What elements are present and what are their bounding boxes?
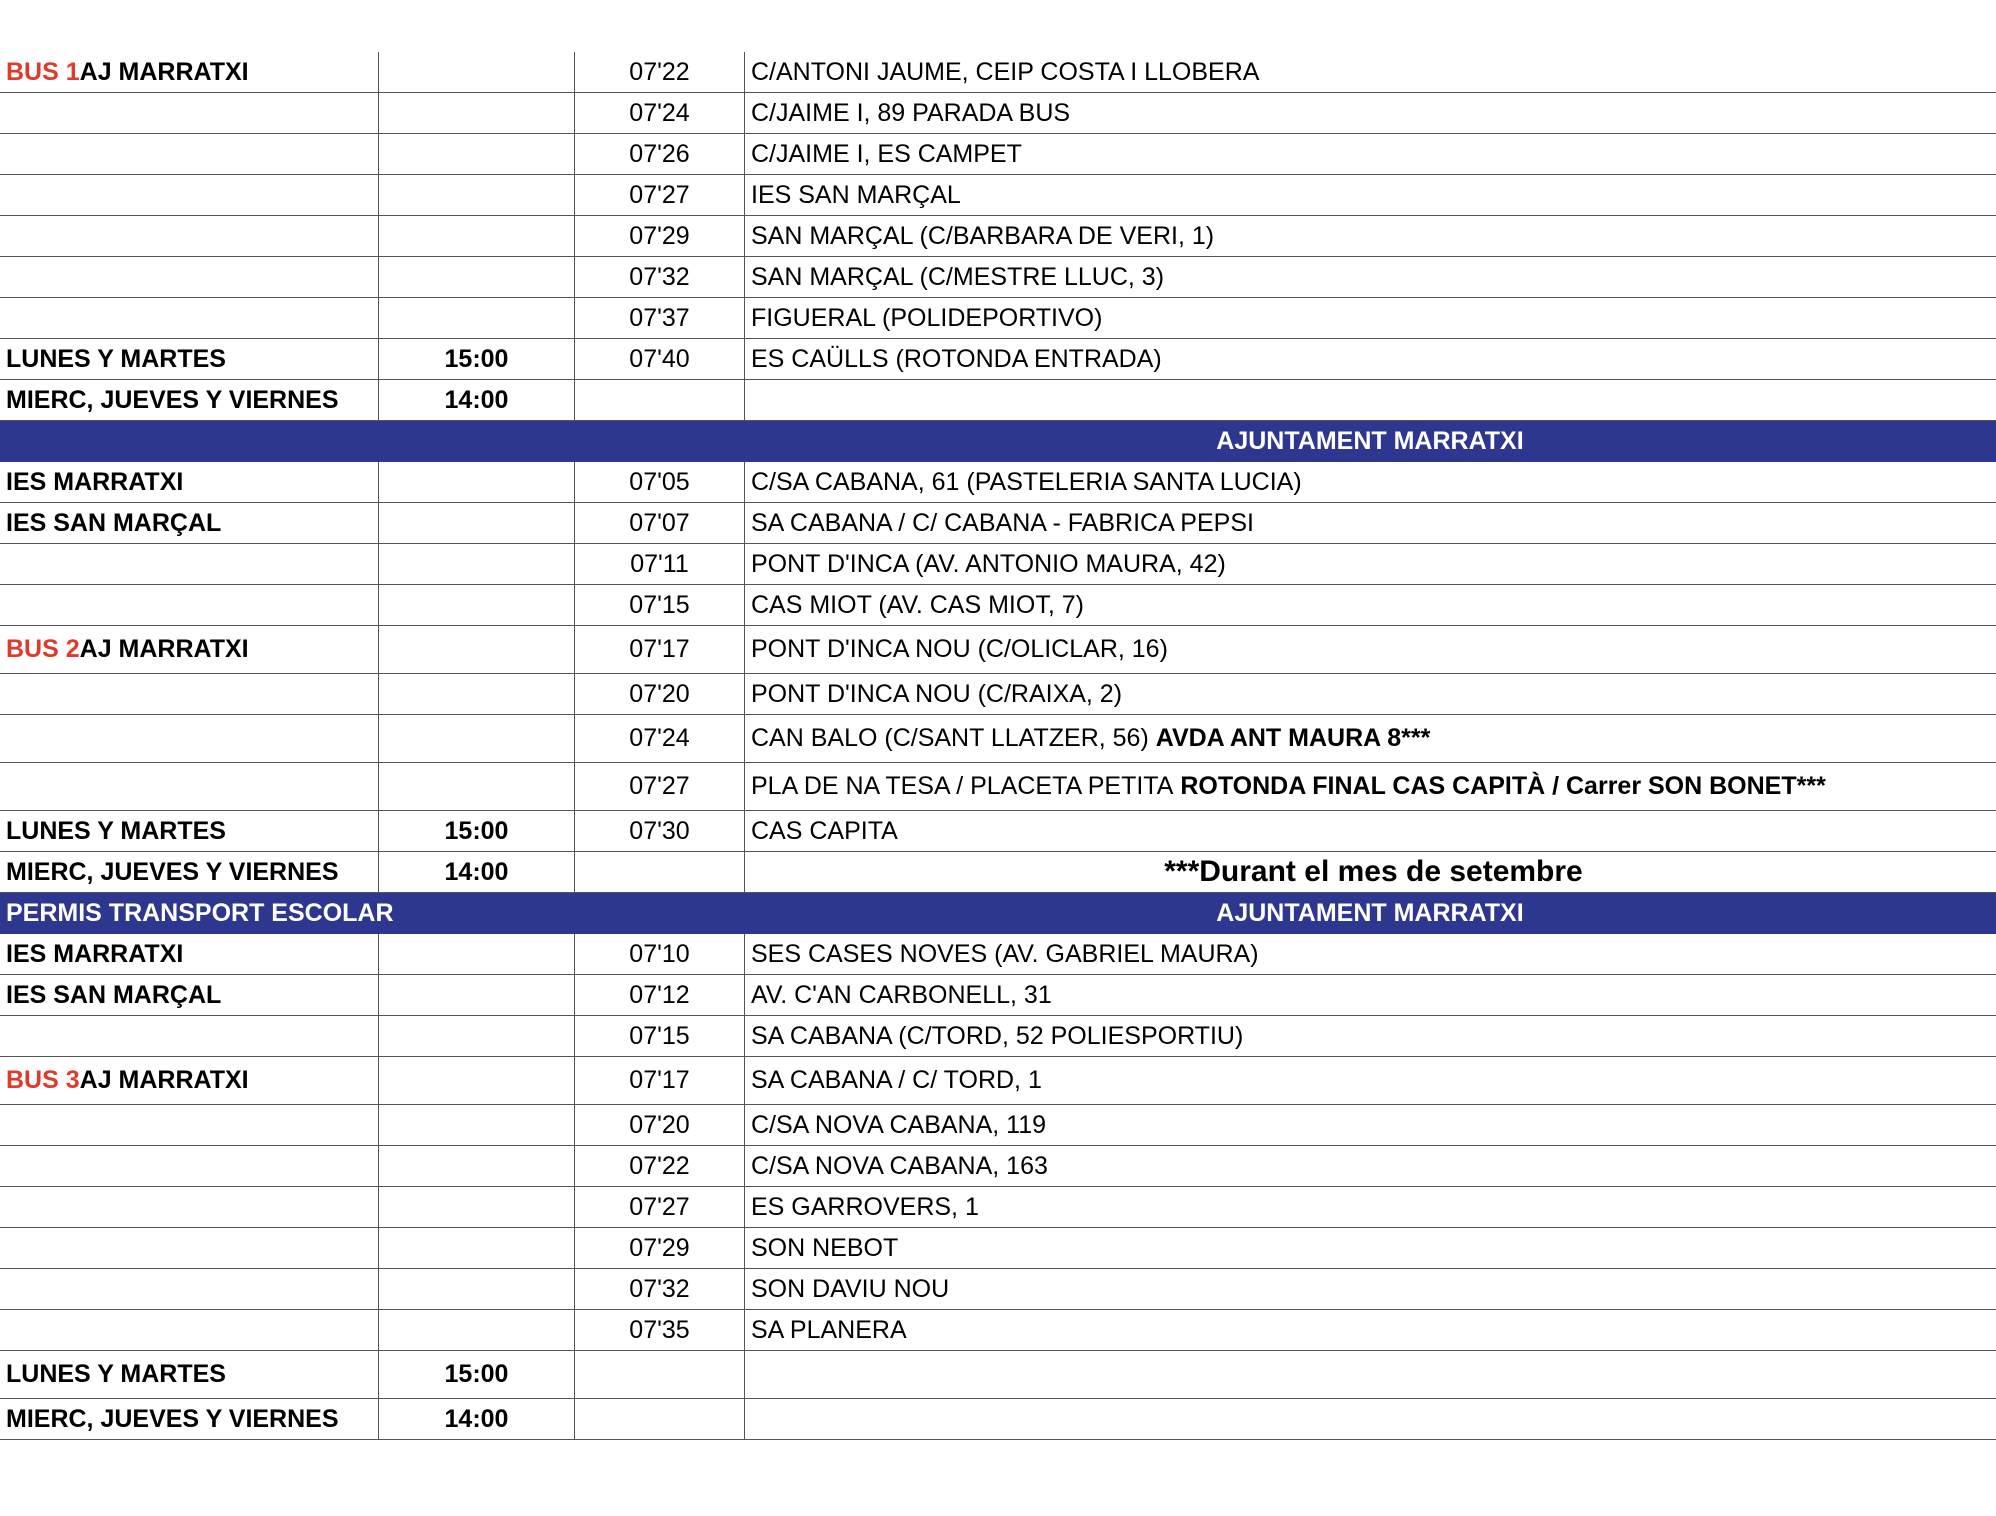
stop-text: CAS CAPITA [751, 816, 898, 845]
route-label [0, 1105, 378, 1145]
table-row [0, 1310, 1996, 1351]
exit-time [378, 1146, 574, 1186]
table-row [0, 339, 1996, 380]
exit-time [378, 975, 574, 1015]
table-row [0, 503, 1996, 544]
stop-note: ROTONDA FINAL CAS CAPITÀ / Carrer SON BONET*** [1180, 772, 1826, 800]
table-row [0, 626, 1996, 674]
stop-name: AV. C'AN CARBONELL, 31 [744, 975, 1996, 1015]
stop-note: AVDA ANT MAURA 8*** [1155, 724, 1431, 752]
exit-time: 14:00 [378, 1399, 574, 1439]
route-name: LUNES Y MARTES [6, 816, 226, 845]
stop-name: SON DAVIU NOU [744, 1269, 1996, 1309]
exit-time [378, 1269, 574, 1309]
stop-text: CAS MIOT (AV. CAS MIOT, 7) [751, 590, 1084, 619]
route-label [0, 1228, 378, 1268]
stop-name: ES GARROVERS, 1 [744, 1187, 1996, 1227]
table-row [0, 763, 1996, 811]
route-label [0, 1057, 378, 1104]
route-label [0, 1269, 378, 1309]
table-row [0, 585, 1996, 626]
table-row [0, 1228, 1996, 1269]
stop-time [574, 1351, 744, 1398]
stop-name: SA CABANA (C/TORD, 52 POLIESPORTIU) [744, 1016, 1996, 1056]
stop-name [744, 715, 1996, 762]
exit-time [378, 544, 574, 584]
table-row [0, 852, 1996, 893]
route-label [0, 134, 378, 174]
route-label [0, 811, 378, 851]
stop-time: 07'12 [574, 975, 744, 1015]
route-label [0, 1351, 378, 1398]
exit-time [378, 1016, 574, 1056]
header-left-label [0, 421, 744, 461]
route-name: AJ MARRATXI [79, 57, 249, 86]
header-right-label: AJUNTAMENT MARRATXI [1216, 898, 1524, 927]
route-label [0, 763, 378, 810]
stop-time: 07'24 [574, 715, 744, 762]
table-row [0, 1399, 1996, 1440]
table-row [0, 1351, 1996, 1399]
exit-time [378, 1057, 574, 1104]
stop-name: SAN MARÇAL (C/MESTRE LLUC, 3) [744, 257, 1996, 297]
stop-time: 07'07 [574, 503, 744, 543]
stop-time [574, 852, 744, 892]
exit-time [378, 134, 574, 174]
table-row [0, 544, 1996, 585]
stop-time: 07'20 [574, 1105, 744, 1145]
exit-time [378, 626, 574, 673]
exit-time [378, 216, 574, 256]
footnote: ***Durant el mes de setembre [744, 852, 1996, 892]
table-row [0, 975, 1996, 1016]
route-name: LUNES Y MARTES [6, 1360, 226, 1388]
route-name: IES SAN MARÇAL [6, 980, 222, 1009]
stop-time: 07'29 [574, 1228, 744, 1268]
exit-time [378, 257, 574, 297]
stop-time: 07'32 [574, 257, 744, 297]
table-row [0, 1105, 1996, 1146]
stop-time: 07'20 [574, 674, 744, 714]
route-name: MIERC, JUEVES Y VIERNES [6, 385, 339, 414]
route-label [0, 975, 378, 1015]
route-label [0, 934, 378, 974]
stop-name [744, 811, 1996, 851]
stop-time: 07'29 [574, 216, 744, 256]
exit-time [378, 715, 574, 762]
stop-text: PONT D'INCA NOU (C/RAIXA, 2) [751, 679, 1123, 708]
route-label [0, 257, 378, 297]
route-label [0, 544, 378, 584]
route-name: AJ MARRATXI [79, 635, 249, 663]
table-row [0, 216, 1996, 257]
stop-name [744, 380, 1996, 420]
route-name: LUNES Y MARTES [6, 344, 226, 373]
table-row [0, 1016, 1996, 1057]
stop-time: 07'11 [574, 544, 744, 584]
exit-time [378, 52, 574, 92]
stop-text: SA CABANA / C/ CABANA - FABRICA PEPSI [751, 508, 1254, 537]
stop-name [744, 626, 1996, 673]
route-label [0, 1399, 378, 1439]
exit-time [378, 1105, 574, 1145]
exit-time [378, 1310, 574, 1350]
stop-time: 07'40 [574, 339, 744, 379]
stop-name: SA PLANERA [744, 1310, 1996, 1350]
header-right-label: AJUNTAMENT MARRATXI [1216, 426, 1524, 455]
table-row [0, 134, 1996, 175]
route-label [0, 462, 378, 502]
stop-name: C/SA NOVA CABANA, 163 [744, 1146, 1996, 1186]
section-header [0, 893, 1996, 934]
stop-name: C/JAIME I, ES CAMPET [744, 134, 1996, 174]
stop-name: C/JAIME I, 89 PARADA BUS [744, 93, 1996, 133]
stop-name [744, 544, 1996, 584]
stop-text: PONT D'INCA NOU (C/OLICLAR, 16) [751, 635, 1168, 663]
stop-name [744, 1351, 1996, 1398]
exit-time [378, 503, 574, 543]
stop-text: C/SA CABANA, 61 (PASTELERIA SANTA LUCIA) [751, 467, 1302, 496]
exit-time [378, 93, 574, 133]
exit-time [378, 175, 574, 215]
table-row [0, 93, 1996, 134]
stop-name: FIGUERAL (POLIDEPORTIVO) [744, 298, 1996, 338]
table-row [0, 462, 1996, 503]
route-label [0, 1187, 378, 1227]
route-name: AJ MARRATXI [79, 1066, 249, 1094]
stop-name: SON NEBOT [744, 1228, 1996, 1268]
exit-time [378, 1187, 574, 1227]
route-label [0, 380, 378, 420]
exit-time: 15:00 [378, 1351, 574, 1398]
route-name: IES SAN MARÇAL [6, 508, 222, 537]
table-row [0, 257, 1996, 298]
stop-text: PLA DE NA TESA / PLACETA PETITA [751, 772, 1174, 800]
exit-time: 15:00 [378, 811, 574, 851]
stop-name [744, 674, 1996, 714]
exit-time [378, 763, 574, 810]
exit-time [378, 462, 574, 502]
table-row [0, 1146, 1996, 1187]
route-label [0, 1310, 378, 1350]
header-left-label: PERMIS TRANSPORT ESCOLAR [6, 898, 394, 927]
stop-time: 07'35 [574, 1310, 744, 1350]
route-label [0, 52, 378, 92]
exit-time [378, 585, 574, 625]
route-label [0, 626, 378, 673]
stop-name: SES CASES NOVES (AV. GABRIEL MAURA) [744, 934, 1996, 974]
stop-time: 07'22 [574, 52, 744, 92]
route-label [0, 298, 378, 338]
stop-name: IES SAN MARÇAL [744, 175, 1996, 215]
exit-time [378, 298, 574, 338]
schedule-sheet [0, 52, 1996, 1440]
table-row [0, 715, 1996, 763]
stop-time [574, 1399, 744, 1439]
stop-time: 07'32 [574, 1269, 744, 1309]
route-label [0, 715, 378, 762]
section-header [0, 421, 1996, 462]
route-label [0, 1016, 378, 1056]
stop-time: 07'22 [574, 1146, 744, 1186]
exit-time [378, 934, 574, 974]
stop-time: 07'27 [574, 175, 744, 215]
stop-time: 07'17 [574, 1057, 744, 1104]
table-row [0, 1187, 1996, 1228]
stop-time: 07'27 [574, 1187, 744, 1227]
route-label [0, 175, 378, 215]
stop-time: 07'30 [574, 811, 744, 851]
stop-name [744, 585, 1996, 625]
route-label [0, 93, 378, 133]
bus-number: BUS 3 [6, 1066, 80, 1094]
table-row [0, 52, 1996, 93]
bus-number: BUS 2 [6, 635, 80, 663]
table-row [0, 934, 1996, 975]
stop-name: C/SA NOVA CABANA, 119 [744, 1105, 1996, 1145]
bus-number: BUS 1 [6, 57, 80, 86]
route-name: MIERC, JUEVES Y VIERNES [6, 857, 339, 886]
table-row [0, 380, 1996, 421]
stop-name: C/ANTONI JAUME, CEIP COSTA I LLOBERA [744, 52, 1996, 92]
table-row [0, 1269, 1996, 1310]
stop-name [744, 462, 1996, 502]
stop-time: 07'10 [574, 934, 744, 974]
stop-name [744, 763, 1996, 810]
stop-time [574, 380, 744, 420]
stop-time: 07'05 [574, 462, 744, 502]
stop-name: ES CAÜLLS (ROTONDA ENTRADA) [744, 339, 1996, 379]
route-name: MIERC, JUEVES Y VIERNES [6, 1404, 339, 1433]
route-label [0, 503, 378, 543]
stop-time: 07'17 [574, 626, 744, 673]
exit-time: 14:00 [378, 380, 574, 420]
exit-time [378, 1228, 574, 1268]
stop-name [744, 1399, 1996, 1439]
table-row [0, 175, 1996, 216]
table-row [0, 811, 1996, 852]
stop-name: SA CABANA / C/ TORD, 1 [744, 1057, 1996, 1104]
stop-name [744, 503, 1996, 543]
route-label [0, 216, 378, 256]
route-label [0, 585, 378, 625]
route-label [0, 1146, 378, 1186]
stop-text: PONT D'INCA (AV. ANTONIO MAURA, 42) [751, 549, 1226, 578]
stop-time: 07'37 [574, 298, 744, 338]
route-label [0, 852, 378, 892]
stop-time: 07'24 [574, 93, 744, 133]
stop-time: 07'27 [574, 763, 744, 810]
stop-time: 07'15 [574, 585, 744, 625]
route-label [0, 339, 378, 379]
route-label [0, 674, 378, 714]
route-name: IES MARRATXI [6, 467, 184, 496]
exit-time: 15:00 [378, 339, 574, 379]
table-row [0, 1057, 1996, 1105]
route-name: IES MARRATXI [6, 939, 184, 968]
table-row [0, 674, 1996, 715]
stop-name: SAN MARÇAL (C/BARBARA DE VERI, 1) [744, 216, 1996, 256]
table-row [0, 298, 1996, 339]
exit-time: 14:00 [378, 852, 574, 892]
stop-time: 07'15 [574, 1016, 744, 1056]
stop-text: CAN BALO (C/SANT LLATZER, 56) [751, 724, 1149, 752]
exit-time [378, 674, 574, 714]
stop-time: 07'26 [574, 134, 744, 174]
